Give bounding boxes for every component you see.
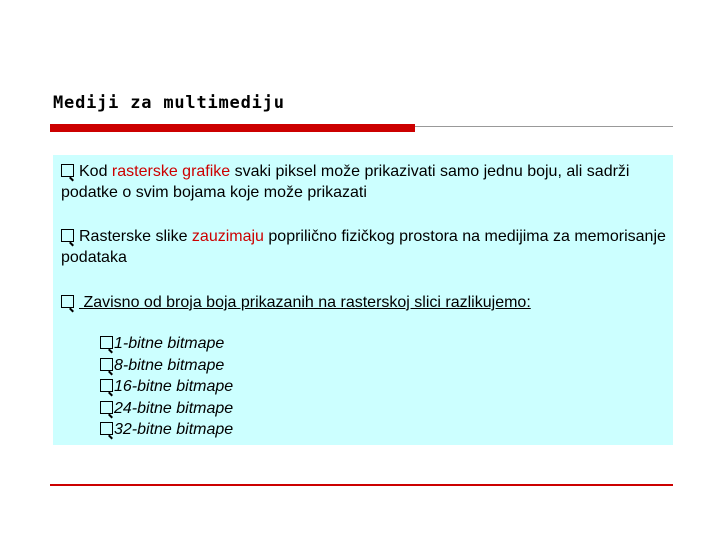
bullet-color-depth <box>61 292 666 313</box>
square-bullet-icon <box>100 358 113 371</box>
list-item-label: 16-bitne bitmape <box>114 378 234 395</box>
bullet-raster-pixels <box>61 161 666 203</box>
list-item <box>100 376 233 398</box>
bullet-text-before: Rasterske slike <box>79 228 192 245</box>
bitmap-types-list <box>100 333 233 441</box>
list-item <box>100 355 233 377</box>
title-divider-line <box>415 126 673 127</box>
bullet-text-before: Kod <box>79 163 112 180</box>
square-bullet-icon <box>61 295 74 308</box>
square-bullet-icon <box>100 336 113 349</box>
bullet-raster-storage <box>61 226 666 268</box>
bullet-highlight: rasterske grafike <box>111 163 231 180</box>
square-bullet-icon <box>100 422 113 435</box>
slide-title: Mediji za multimediju <box>53 93 285 113</box>
list-item-label: 8-bitne bitmape <box>114 356 225 374</box>
bullet-highlight: zauzimaju <box>191 228 264 245</box>
list-item-label: 24-bitne bitmape <box>114 399 234 417</box>
square-bullet-icon <box>100 379 113 392</box>
list-item <box>100 398 233 420</box>
title-accent-bar <box>50 124 415 132</box>
square-bullet-icon <box>61 164 74 177</box>
bullet-text-after: svaki piksel može prikazivati samo jednu boju, ali sadrži podatke o svim bojama koje može prikazati <box>61 163 630 201</box>
list-item <box>100 333 233 355</box>
list-item-label: 1-bitne bitmape <box>114 335 225 352</box>
square-bullet-icon <box>61 229 74 242</box>
footer-divider-line <box>50 484 673 486</box>
list-item <box>100 419 233 441</box>
bullet-text: Zavisno od broja boja prikazanih na rasterskoj slici razlikujemo: <box>79 294 531 311</box>
list-item-label: 32-bitne bitmape <box>114 421 234 438</box>
bullet-text-after: popriličnο fizičkog prostora na medijima za memorisanje podataka <box>61 228 666 266</box>
square-bullet-icon <box>100 401 113 414</box>
